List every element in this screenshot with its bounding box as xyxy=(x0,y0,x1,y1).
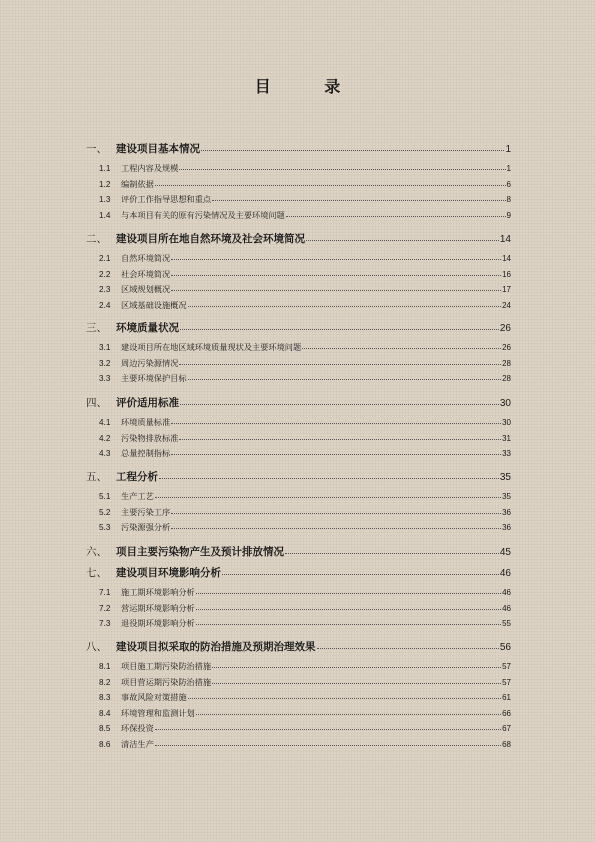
section-number: 8.3 xyxy=(99,693,111,703)
dot-leader xyxy=(188,698,502,699)
dot-leader xyxy=(222,574,499,575)
toc-chapter-entry[interactable] xyxy=(86,544,511,558)
dot-leader xyxy=(180,404,499,405)
section-title: 建设项目所在地区域环境质量现状及主要环境问题 xyxy=(121,342,302,352)
toc-section-entry[interactable] xyxy=(86,284,511,295)
toc-section-entry[interactable] xyxy=(86,253,511,264)
section-page-number: 14 xyxy=(502,254,511,263)
toc-section-entry[interactable] xyxy=(86,417,511,428)
toc-section-entry[interactable] xyxy=(86,269,511,280)
section-title: 区域规划概况 xyxy=(121,284,171,295)
toc-chapter-entry[interactable] xyxy=(86,469,511,483)
section-number: 1.3 xyxy=(99,195,111,205)
section-page-number: 28 xyxy=(502,358,511,368)
chapter-number: 六、 xyxy=(86,546,107,558)
dot-leader xyxy=(155,185,506,186)
section-title: 污染源强分析 xyxy=(121,522,171,533)
section-page-number: 26 xyxy=(502,343,511,352)
section-number: 7.1 xyxy=(99,588,111,597)
section-page-number: 36 xyxy=(502,507,511,517)
toc-section-entry[interactable] xyxy=(86,163,511,174)
section-number: 7.2 xyxy=(99,603,111,613)
toc-chapter-entry[interactable] xyxy=(86,231,511,245)
toc-section-entry[interactable] xyxy=(86,300,511,311)
toc-section-entry[interactable] xyxy=(86,692,511,703)
section-page-number: 57 xyxy=(502,677,511,687)
dot-leader xyxy=(196,624,501,625)
section-title: 与本项目有关的原有污染情况及主要环境问题 xyxy=(121,209,285,220)
toc-section-entry[interactable] xyxy=(86,179,511,190)
toc-section-entry[interactable] xyxy=(86,342,511,353)
section-title: 生产工艺 xyxy=(121,491,154,501)
section-title: 事故风险对策措施 xyxy=(121,692,187,703)
toc-chapter-entry[interactable] xyxy=(86,395,511,409)
section-page-number: 33 xyxy=(502,449,511,459)
dot-leader xyxy=(171,454,501,455)
dot-leader xyxy=(171,528,501,529)
section-title: 周边污染源情况 xyxy=(121,357,179,368)
toc-section-entry[interactable] xyxy=(86,723,511,734)
toc-section-entry[interactable] xyxy=(86,433,511,444)
toc-section-entry[interactable] xyxy=(86,603,511,614)
section-page-number: 67 xyxy=(502,724,511,734)
section-number: 8.6 xyxy=(99,740,111,749)
section-page-number: 35 xyxy=(502,492,511,501)
section-page-number: 57 xyxy=(502,662,511,671)
page-title: 目 录 xyxy=(254,77,365,96)
section-page-number: 66 xyxy=(502,708,511,718)
section-title: 清洁生产 xyxy=(121,739,154,749)
section-title: 环境管理和监测计划 xyxy=(121,707,195,718)
chapter-number: 二、 xyxy=(86,233,107,245)
section-title: 区域基础设施概况 xyxy=(121,299,187,310)
section-number: 8.1 xyxy=(99,662,111,671)
section-title: 社会环境简况 xyxy=(121,268,171,279)
section-number: 4.2 xyxy=(99,433,111,443)
chapter-number: 八、 xyxy=(86,641,107,653)
dot-leader xyxy=(317,648,499,649)
section-page-number: 9 xyxy=(506,210,511,220)
section-page-number: 28 xyxy=(502,374,511,384)
dot-leader xyxy=(286,216,506,217)
section-title: 退役期环境影响分析 xyxy=(121,618,195,629)
section-title: 环境质量标准 xyxy=(121,417,171,427)
section-page-number: 46 xyxy=(502,603,511,613)
dot-leader xyxy=(179,364,501,365)
chapter-number: 四、 xyxy=(86,397,107,409)
section-number: 3.1 xyxy=(99,343,111,352)
chapter-page-number: 1 xyxy=(505,144,511,155)
section-number: 3.2 xyxy=(99,358,111,368)
dot-leader xyxy=(196,714,501,715)
dot-leader xyxy=(171,423,501,424)
dot-leader xyxy=(212,200,505,201)
section-page-number: 36 xyxy=(502,523,511,533)
section-title: 营运期环境影响分析 xyxy=(121,602,195,613)
toc-section-entry[interactable] xyxy=(86,708,511,719)
section-title: 施工期环境影响分析 xyxy=(121,587,195,597)
dot-leader xyxy=(155,497,501,498)
chapter-page-number: 46 xyxy=(499,568,511,579)
chapter-title: 评价适用标准 xyxy=(116,397,179,409)
section-number: 7.3 xyxy=(99,619,111,629)
chapter-title: 建设项目基本情况 xyxy=(116,143,200,155)
toc-chapter-entry[interactable] xyxy=(86,639,511,653)
section-number: 4.3 xyxy=(99,449,111,459)
chapter-title: 环境质量状况 xyxy=(116,322,179,334)
chapter-title: 建设项目拟采取的防治措施及预期治理效果 xyxy=(116,641,316,653)
chapter-page-number: 14 xyxy=(499,234,511,245)
section-number: 3.3 xyxy=(99,374,111,384)
section-number: 1.2 xyxy=(99,179,111,189)
section-title: 环保投资 xyxy=(121,723,154,734)
toc-section-entry[interactable] xyxy=(86,587,511,598)
chapter-page-number: 56 xyxy=(499,642,511,653)
toc-section-entry[interactable] xyxy=(86,618,511,629)
section-number: 8.4 xyxy=(99,708,111,718)
toc-chapter-entry[interactable] xyxy=(86,320,511,334)
section-title: 主要污染工序 xyxy=(121,506,171,517)
chapter-title: 工程分析 xyxy=(116,471,158,483)
dot-leader xyxy=(155,745,501,746)
chapter-number: 七、 xyxy=(86,567,107,579)
toc-section-entry[interactable] xyxy=(86,358,511,369)
dot-leader xyxy=(171,513,501,514)
section-title: 污染物排放标准 xyxy=(121,432,179,443)
toc-section-entry[interactable] xyxy=(86,373,511,384)
dot-leader xyxy=(212,667,501,668)
dot-leader xyxy=(188,306,502,307)
dot-leader xyxy=(201,150,504,151)
section-page-number: 55 xyxy=(502,619,511,629)
section-number: 8.2 xyxy=(99,677,111,687)
toc-section-entry[interactable] xyxy=(86,507,511,518)
chapter-page-number: 45 xyxy=(499,547,511,558)
chapter-number: 一、 xyxy=(86,143,107,155)
chapter-title: 项目主要污染物产生及预计排放情况 xyxy=(116,546,284,558)
dot-leader xyxy=(302,348,501,349)
dot-leader xyxy=(285,553,499,554)
dot-leader xyxy=(171,275,501,276)
toc-section-entry[interactable] xyxy=(86,210,511,221)
dot-leader xyxy=(212,683,501,684)
section-page-number: 24 xyxy=(502,300,511,310)
section-title: 评价工作指导思想和重点 xyxy=(121,194,212,205)
toc-section-entry[interactable] xyxy=(86,491,511,502)
chapter-title: 建设项目环境影响分析 xyxy=(116,567,221,579)
section-number: 1.1 xyxy=(99,164,111,173)
section-title: 项目营运期污染防治措施 xyxy=(121,676,212,687)
section-page-number: 16 xyxy=(502,269,511,279)
section-number: 2.1 xyxy=(99,254,111,263)
section-number: 2.3 xyxy=(99,285,111,295)
section-title: 主要环境保护目标 xyxy=(121,373,187,384)
dot-leader xyxy=(188,379,502,380)
section-number: 8.5 xyxy=(99,724,111,734)
dot-leader xyxy=(171,259,501,260)
dot-leader xyxy=(155,729,501,730)
dot-leader xyxy=(159,478,499,479)
section-page-number: 30 xyxy=(502,418,511,427)
section-page-number: 17 xyxy=(502,285,511,295)
dot-leader xyxy=(179,169,505,170)
section-page-number: 31 xyxy=(502,433,511,443)
chapter-page-number: 30 xyxy=(499,398,511,409)
toc-section-entry[interactable] xyxy=(86,522,511,533)
chapter-number: 三、 xyxy=(86,322,107,334)
chapter-page-number: 26 xyxy=(499,323,511,334)
section-page-number: 8 xyxy=(506,195,511,205)
dot-leader xyxy=(180,329,499,330)
dot-leader xyxy=(171,290,501,291)
dot-leader xyxy=(196,609,501,610)
toc-section-entry[interactable] xyxy=(86,661,511,672)
section-title: 自然环境简况 xyxy=(121,253,171,263)
section-page-number: 46 xyxy=(502,588,511,597)
toc-section-entry[interactable] xyxy=(86,677,511,688)
toc-section-entry[interactable] xyxy=(86,739,511,750)
chapter-title: 建设项目所在地自然环境及社会环境简况 xyxy=(116,233,305,245)
section-page-number: 61 xyxy=(502,693,511,703)
section-number: 5.1 xyxy=(99,492,111,501)
section-title: 项目施工期污染防治措施 xyxy=(121,661,212,671)
dot-leader xyxy=(196,593,501,594)
section-title: 编制依据 xyxy=(121,178,154,189)
section-page-number: 1 xyxy=(506,164,511,173)
section-page-number: 6 xyxy=(506,179,511,189)
dot-leader xyxy=(179,439,501,440)
section-title: 工程内容及规模 xyxy=(121,163,179,173)
section-page-number: 68 xyxy=(502,740,511,749)
section-number: 4.1 xyxy=(99,418,111,427)
section-number: 5.3 xyxy=(99,523,111,533)
section-number: 2.2 xyxy=(99,269,111,279)
toc-section-entry[interactable] xyxy=(86,448,511,459)
toc-section-entry[interactable] xyxy=(86,194,511,205)
section-number: 2.4 xyxy=(99,300,111,310)
chapter-number: 五、 xyxy=(86,471,107,483)
section-number: 1.4 xyxy=(99,210,111,220)
toc-chapter-entry[interactable] xyxy=(86,565,511,579)
section-number: 5.2 xyxy=(99,507,111,517)
chapter-page-number: 35 xyxy=(499,472,511,483)
toc-chapter-entry[interactable] xyxy=(86,141,511,155)
section-title: 总量控制指标 xyxy=(121,448,171,459)
dot-leader xyxy=(306,240,499,241)
